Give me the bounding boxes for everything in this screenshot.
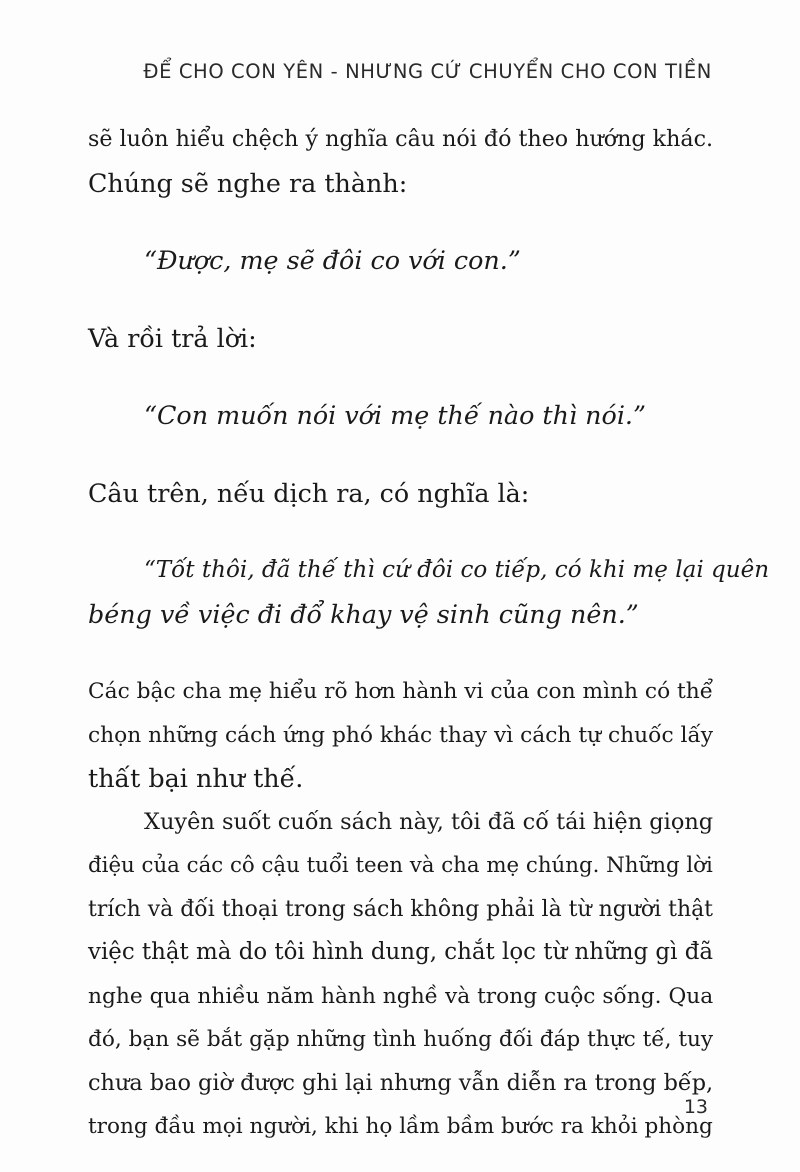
page-number: 13: [683, 1096, 708, 1118]
text-line: chọn những cách ứng phó khác thay vì cách tự chuốc lấy: [88, 722, 714, 748]
paragraph-1: [88, 118, 713, 205]
text-line: Các bậc cha mẹ hiểu rõ hơn hành vi của con mình có thể: [88, 679, 714, 704]
text-line: đó, bạn sẽ bắt gặp những tình huống đối đáp thực tế, tuy: [88, 1027, 714, 1052]
text-line: nghe qua nhiều năm hành nghề và trong cuộc sống. Qua: [88, 983, 714, 1009]
quote-line: “Tốt thôi, đã thế thì cứ đôi co tiếp, có khi mẹ lại quên: [144, 557, 770, 583]
paragraph-5: [88, 801, 713, 1149]
paragraph-4: [88, 670, 713, 801]
text-line: Câu trên, nếu dịch ra, có nghĩa là:: [88, 477, 530, 508]
text-line: thất bại như thế.: [88, 763, 304, 793]
running-header: ĐỂ CHO CON YÊN - NHƯNG CỨ CHUYỂN CHO CON TIỀN: [143, 60, 712, 83]
text-line: trong đầu mọi người, khi họ lầm bầm bước ra khỏi phòng: [88, 1114, 713, 1139]
text-line: việc thật mà do tôi hình dung, chắt lọc từ những gì đã: [88, 939, 714, 965]
quote-3: [88, 549, 770, 636]
paragraph-3: [88, 472, 713, 516]
quote-2: [88, 394, 713, 438]
text-line: Và rồi trả lời:: [88, 322, 257, 353]
body-text: [88, 118, 770, 1149]
paragraph-2: [88, 317, 713, 361]
text-line: điệu của các cô cậu tuổi teen và cha mẹ chúng. Những lời: [88, 853, 713, 878]
text-line: Chúng sẽ nghe ra thành:: [88, 167, 408, 198]
quote-line: “Con muốn nói với mẹ thế nào thì nói.”: [144, 400, 646, 430]
quote-line: “Được, mẹ sẽ đôi co với con.”: [144, 245, 521, 275]
text-line: Xuyên suốt cuốn sách này, tôi đã cố tái hiện giọng: [144, 808, 714, 835]
quote-line: béng về việc đi đổ khay vệ sinh cũng nên.”: [88, 598, 639, 629]
quote-1: [88, 239, 713, 283]
text-line: trích và đối thoại trong sách không phải là từ người thật: [88, 896, 713, 922]
text-line: sẽ luôn hiểu chệch ý nghĩa câu nói đó theo hướng khác.: [88, 126, 714, 152]
text-line: chưa bao giờ được ghi lại nhưng vẫn diễn ra trong bếp,: [88, 1069, 714, 1096]
